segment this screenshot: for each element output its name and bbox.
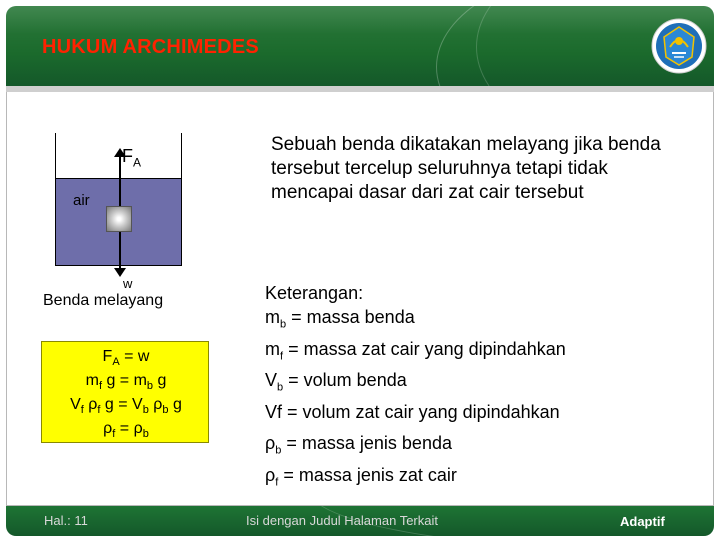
floating-object: [106, 206, 132, 232]
diagram-caption: Benda melayang: [43, 292, 164, 309]
tut-wuri-handayani-logo-icon: [650, 17, 708, 75]
note-item: $m_f$ = massa zat cair yang dipindahkan: [265, 338, 566, 363]
weight-arrow: [119, 232, 121, 270]
note-item: $m_b$ = massa benda: [265, 307, 415, 331]
header-rule: [6, 86, 714, 92]
notes-heading: Keterangan:: [265, 283, 364, 303]
formula-box: [41, 341, 209, 443]
note-item: $\rho_f$ = massa jenis zat cair: [265, 464, 457, 489]
formula-line-3: $V_f$ $\rho_f$ $g = V_b$ $\rho_b$ g: [70, 396, 182, 417]
notes-block: [265, 281, 705, 495]
description-text: Sebuah benda dikatakan melayang jika benda tersebut tercelup seluruhnya tetapi tidak mencapai dasar dari zat cair tersebut: [271, 134, 661, 203]
note-item: Vf = volum zat cair yang dipindahkan: [265, 401, 560, 422]
fluid-label: air: [73, 192, 90, 209]
footer-section-title: Isi dengan Judul Halaman Terkait: [246, 513, 438, 528]
footer-label: Adaptif: [620, 514, 665, 529]
formula-line-1: $F_A = w$: [102, 348, 150, 369]
note-item: $\rho_b$ = massa jenis benda: [265, 433, 452, 457]
slide-title: HUKUM ARCHIMEDES: [42, 36, 259, 58]
formula-line-2: $m_f$ $g = m_b$ g: [85, 372, 167, 393]
formula-line-4: $\rho_f = \rho_b$: [103, 420, 149, 441]
page-number: Hal.: 11: [44, 513, 88, 528]
note-item: $V_b$ = volum benda: [265, 370, 407, 394]
weight-label: w: [123, 276, 133, 291]
buoyant-force-arrow: [119, 155, 121, 206]
buoyant-force-label: $F_A$: [122, 146, 142, 170]
